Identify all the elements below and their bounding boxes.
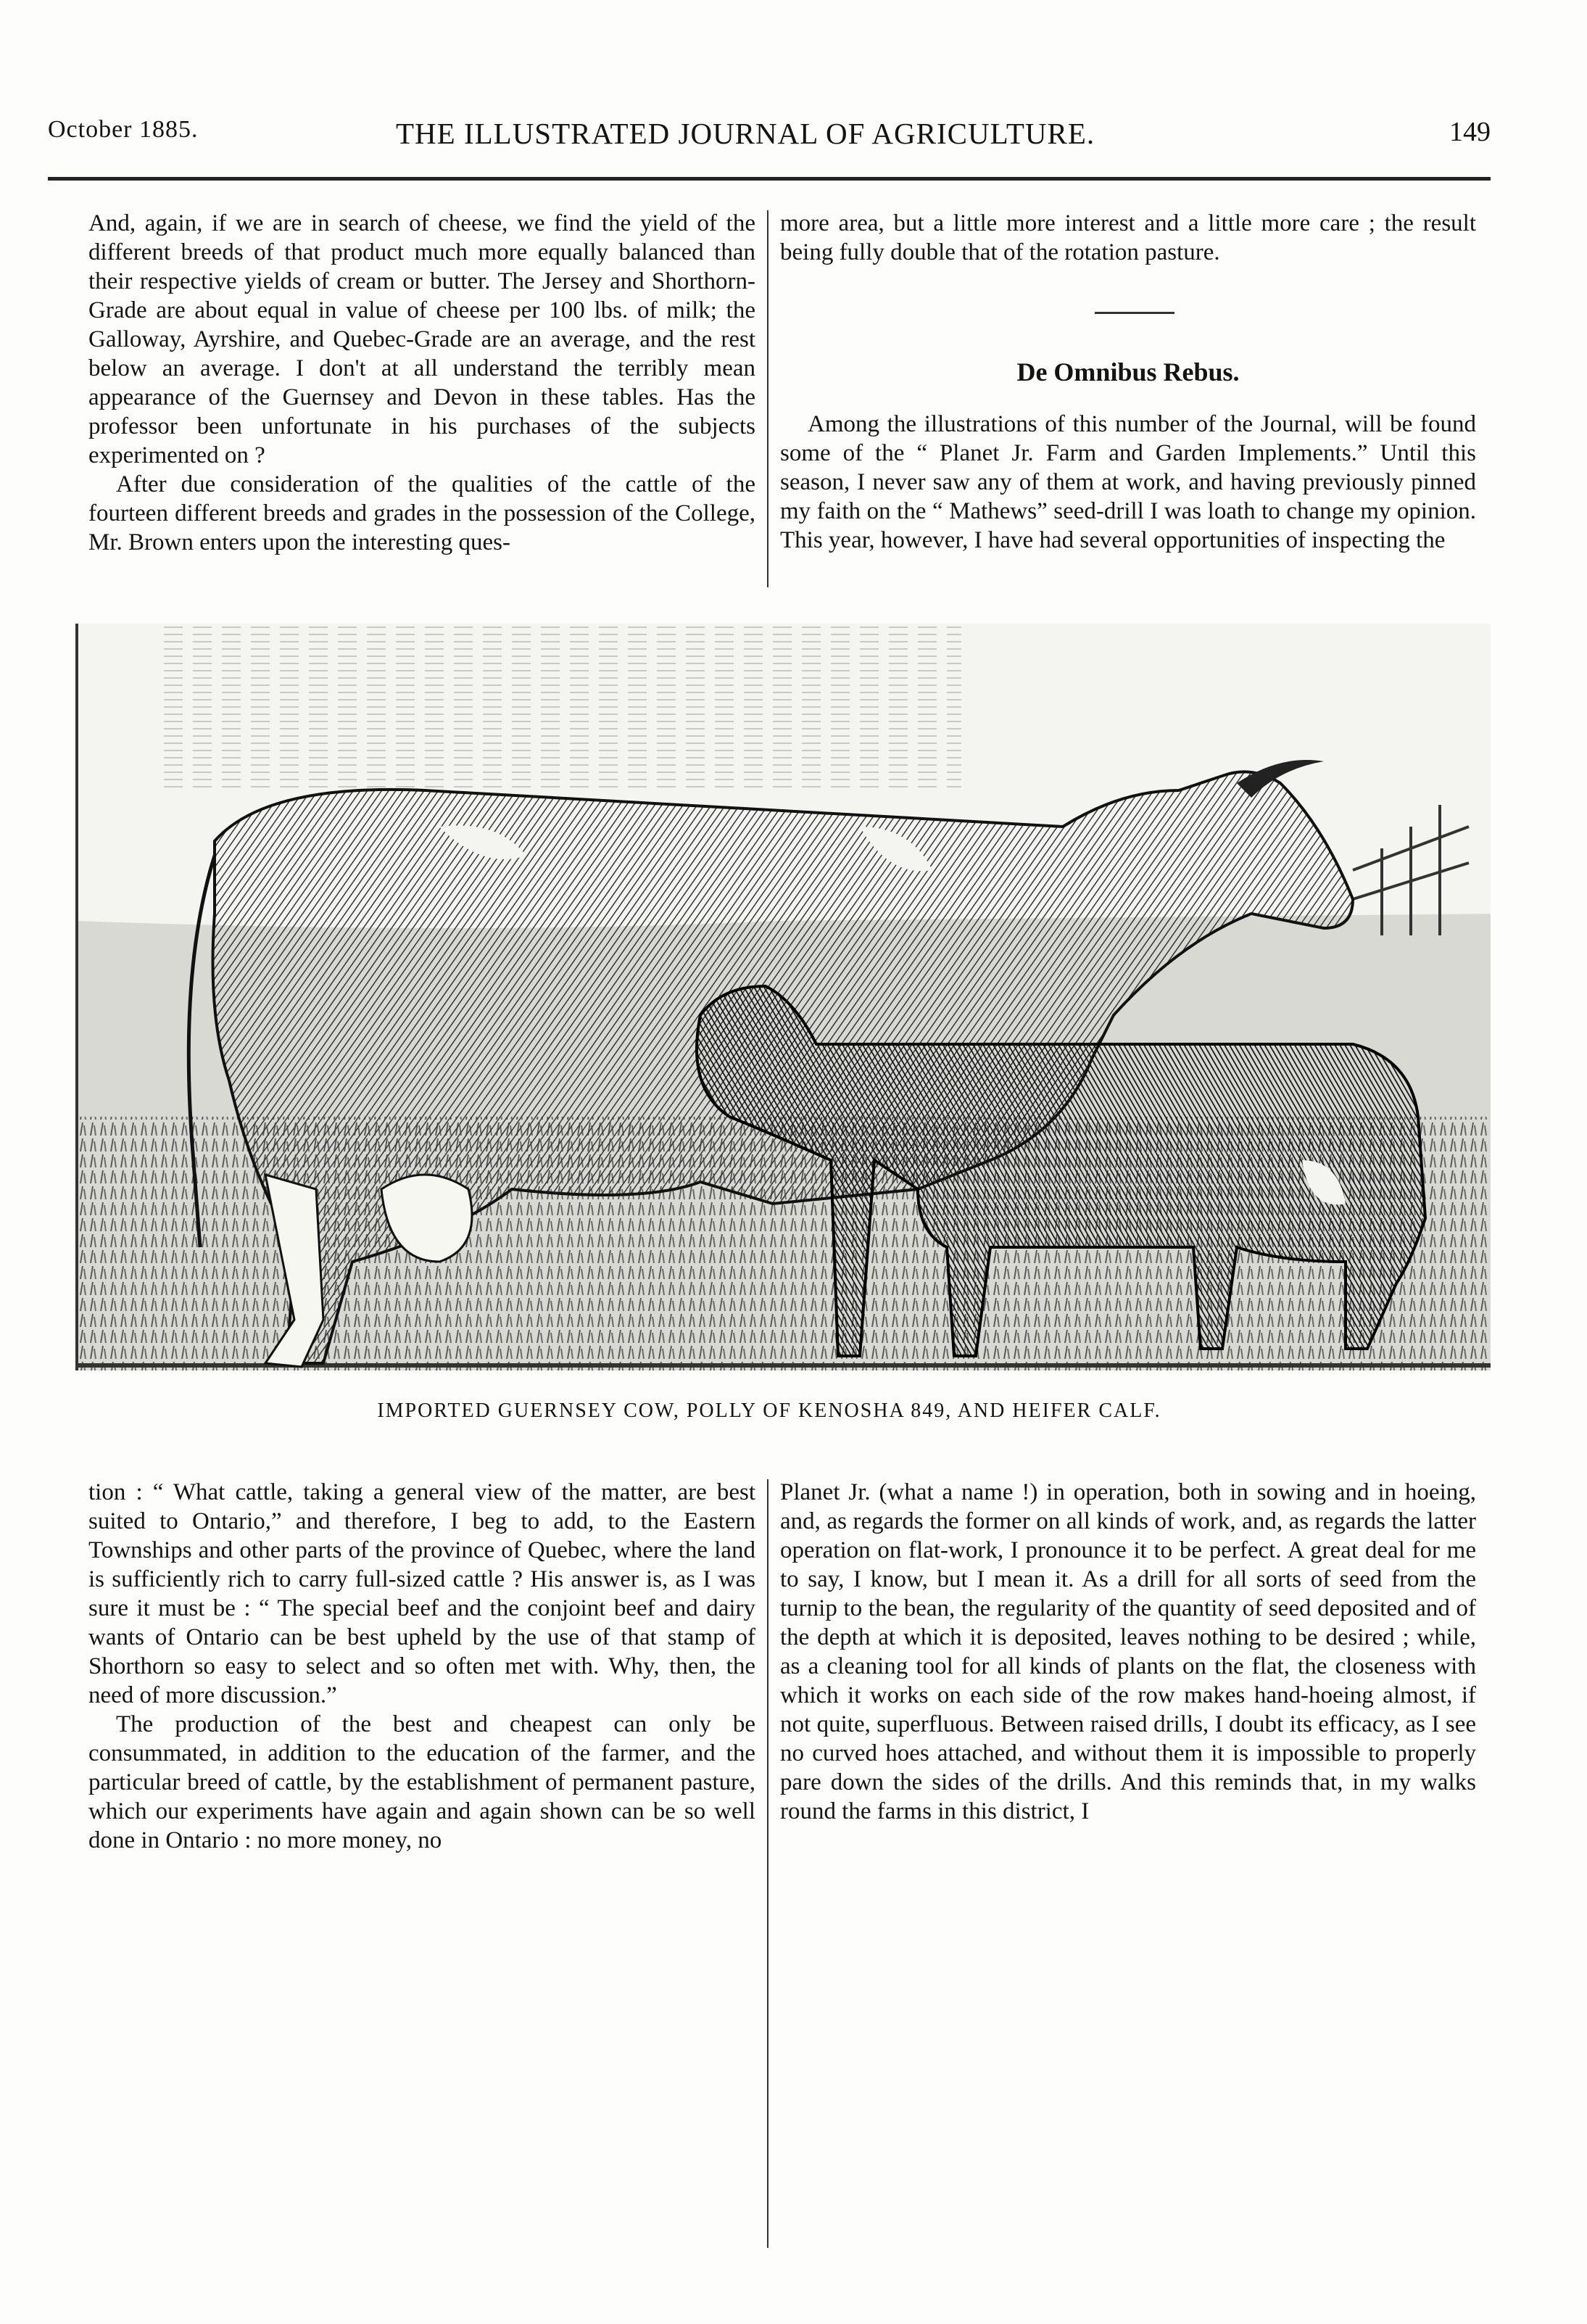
column-left-bottom	[88, 1478, 755, 1855]
page-header	[48, 116, 1491, 160]
illustration-caption: IMPORTED GUERNSEY COW, POLLY OF KENOSHA 849, AND HEIFER CALF.	[377, 1399, 1161, 1422]
paragraph: more area, but a little more interest and a little more care ; the result being fully double that of the rotation pasture.	[780, 210, 1476, 265]
column-divider	[767, 210, 768, 587]
paragraph: Planet Jr. (what a name !) in operation, both in sowing and in hoeing, and, as regards the former on all kinds of work, and, as regards the latter operation on flat-work, I pronounce it to be perfect. A great deal for me to say, I know, but I mean it. As a drill for all sorts of seed from the turnip to the bean, the regularity of the quantity of seed deposited and of the depth at which it is deposited, leaves nothing to be desired ; while, as a cleaning tool for all kinds of plants on the flat, the closeness with which it works on each side of the row makes hand-hoeing almost, if not quite, superfluous. Between raised drills, I doubt its efficacy, as I see no curved hoes attached, and without them it is impossible to properly pare down the sides of the drills. And this reminds that, in my walks round the farms in this district, I	[780, 1479, 1476, 1824]
column-divider	[767, 1479, 768, 2248]
section-divider	[1095, 312, 1174, 314]
paragraph: Among the illustrations of this number of the Journal, will be found some of the “ Planet Jr. Farm and Garden Implements.” Until this season, I never saw any of them at work, and having previously pinned my faith on the “ Mathews” seed-drill I was loath to change my opinion. This year, however, I have had several opportunities of inspecting the	[780, 411, 1476, 553]
header-date: October 1885.	[48, 116, 199, 143]
column-right-bottom	[780, 1478, 1476, 1826]
journal-title: THE ILLUSTRATED JOURNAL OF AGRICULTURE.	[396, 117, 1095, 150]
paragraph: The production of the best and cheapest can only be consummated, in addition to the education of the farmer, and the particular breed of cattle, by the establishment of permanent pasture, which our experiments have again and again shown can be so well done in Ontario : no more money, no	[88, 1711, 755, 1853]
column-left-top	[88, 209, 755, 557]
paragraph: tion : “ What cattle, taking a general view of the matter, are best suited to Ontario,” and therefore, I beg to add, to the Eastern Townships and other parts of the province of Quebec, where the land is sufficiently rich to carry full-sized cattle ? His answer is, as I was sure it must be : “ The special beef and the conjoint beef and dairy wants of Ontario can be best upheld by the use of that stamp of Shorthorn so easy to select and so often met with. Why, then, the need of more discussion.”	[88, 1479, 755, 1708]
paragraph: After due consideration of the qualities of the cattle of the fourteen different breeds and grades in the possession of the College, Mr. Brown enters upon the interesting ques-	[88, 471, 755, 555]
page-number: 149	[1449, 117, 1491, 147]
paragraph: And, again, if we are in search of cheese, we find the yield of the different breeds of that product much more equally balanced than their respective yields of cream or butter. The Jersey and Shorthorn-Grade are about equal in value of cheese per 100 lbs. of milk; the Galloway, Ayrshire, and Quebec-Grade are an average, and the rest below an average. I don't at all understand the terribly mean appearance of the Guernsey and Devon in these tables. Has the professor been unfortunate in his purchases of the subjects experimented on ?	[88, 210, 755, 468]
column-right-body	[780, 410, 1476, 555]
column-right-top	[780, 209, 1476, 267]
section-title: De Omnibus Rebus.	[1016, 357, 1240, 386]
header-rule	[48, 177, 1491, 181]
